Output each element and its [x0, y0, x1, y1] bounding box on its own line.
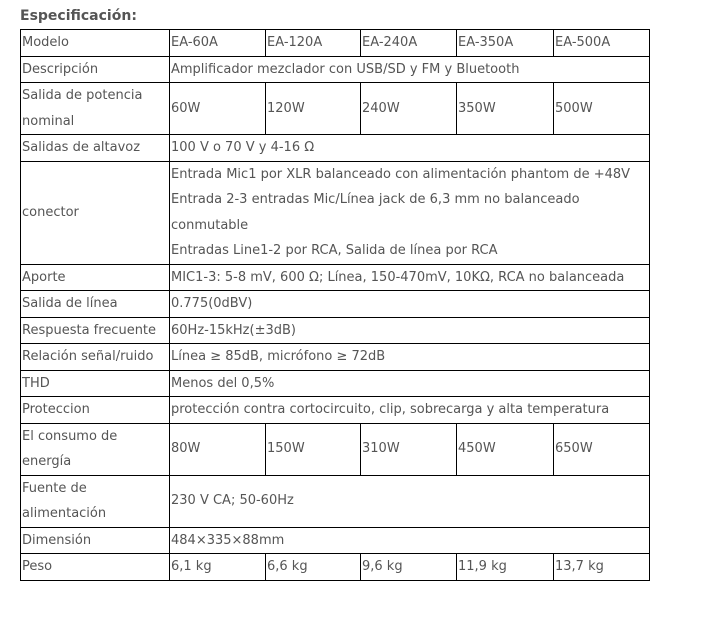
label-respuesta: Respuesta frecuente [21, 317, 170, 344]
row-proteccion [21, 397, 650, 424]
label-salida-linea: Salida de línea [21, 291, 170, 318]
value-salida-linea: 0.775(0dBV) [170, 291, 650, 318]
section-heading: Especificación: [20, 8, 137, 24]
power-value: 350W [457, 83, 554, 135]
row-respuesta [21, 317, 650, 344]
value-dimension: 484×335×88mm [170, 527, 650, 554]
row-modelo [21, 30, 650, 57]
value-descripcion: Amplificador mezclador con USB/SD y FM y Bluetooth [170, 56, 650, 83]
consumption-value: 650W [554, 423, 650, 475]
model-name: EA-350A [457, 30, 554, 57]
value-salidas-altavoz: 100 V o 70 V y 4-16 Ω [170, 135, 650, 162]
label-proteccion: Proteccion [21, 397, 170, 424]
row-salidas-altavoz [21, 135, 650, 162]
value-thd: Menos del 0,5% [170, 370, 650, 397]
row-conector [21, 161, 650, 264]
conector-line: Entradas Line1-2 por RCA, Salida de línea por RCA [171, 243, 498, 258]
consumption-value: 310W [361, 423, 457, 475]
weight-value: 9,6 kg [361, 554, 457, 581]
weight-value: 6,6 kg [266, 554, 361, 581]
value-proteccion: protección contra cortocircuito, clip, sobrecarga y alta temperatura [170, 397, 650, 424]
row-salida-linea [21, 291, 650, 318]
value-respuesta: 60Hz-15kHz(±3dB) [170, 317, 650, 344]
label-thd: THD [21, 370, 170, 397]
label-relacion: Relación señal/ruido [21, 344, 170, 371]
weight-value: 6,1 kg [170, 554, 266, 581]
label-aporte: Aporte [21, 264, 170, 291]
label-descripcion: Descripción [21, 56, 170, 83]
label-fuente: Fuente de alimentación [21, 475, 170, 527]
value-aporte: MIC1-3: 5-8 mV, 600 Ω; Línea, 150-470mV, 10KΩ, RCA no balanceada [170, 264, 650, 291]
model-name: EA-60A [170, 30, 266, 57]
row-peso [21, 554, 650, 581]
row-consumo [21, 423, 650, 475]
consumption-value: 150W [266, 423, 361, 475]
conector-line: Entrada Mic1 por XLR balanceado con alimentación phantom de +48V [171, 166, 631, 182]
power-value: 500W [554, 83, 650, 135]
power-value: 120W [266, 83, 361, 135]
model-name: EA-120A [266, 30, 361, 57]
label-consumo: El consumo de energía [21, 423, 170, 475]
model-name: EA-500A [554, 30, 650, 57]
value-relacion: Línea ≥ 85dB, micrófono ≥ 72dB [170, 344, 650, 371]
label-peso: Peso [21, 554, 170, 581]
value-fuente: 230 V CA; 50-60Hz [170, 475, 650, 527]
model-name: EA-240A [361, 30, 457, 57]
label-salidas-altavoz: Salidas de altavoz [21, 135, 170, 162]
power-value: 60W [170, 83, 266, 135]
row-dimension [21, 527, 650, 554]
label-modelo: Modelo [21, 30, 170, 57]
consumption-value: 450W [457, 423, 554, 475]
weight-value: 11,9 kg [457, 554, 554, 581]
row-fuente [21, 475, 650, 527]
row-relacion [21, 344, 650, 371]
row-thd [21, 370, 650, 397]
weight-value: 13,7 kg [554, 554, 650, 581]
label-dimension: Dimensión [21, 527, 170, 554]
value-conector [170, 161, 650, 264]
consumption-value: 80W [170, 423, 266, 475]
specification-table [20, 29, 650, 581]
label-salida-potencia: Salida de potencia nominal [21, 83, 170, 135]
power-value: 240W [361, 83, 457, 135]
conector-line: Entrada 2-3 entradas Mic/Línea jack de 6,3 mm no balanceado conmutable [171, 192, 580, 233]
row-salida-potencia [21, 83, 650, 135]
label-conector: conector [21, 161, 170, 264]
row-aporte [21, 264, 650, 291]
row-descripcion [21, 56, 650, 83]
